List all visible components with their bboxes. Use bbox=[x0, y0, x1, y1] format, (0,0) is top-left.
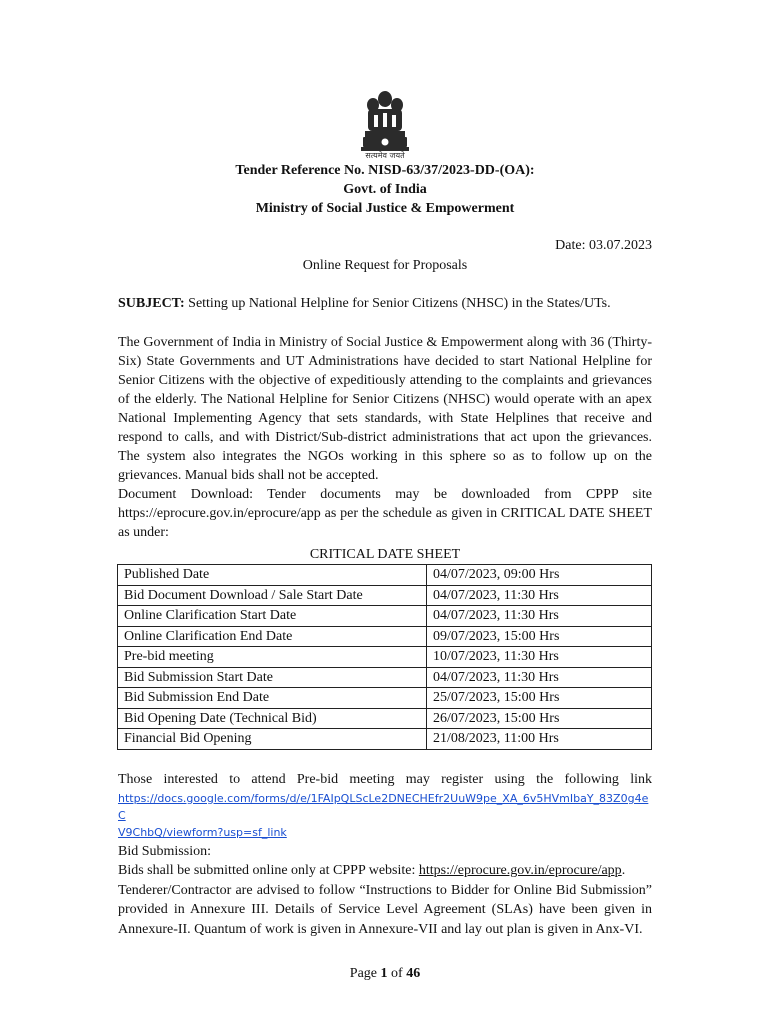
event-cell: Financial Bid Opening bbox=[118, 729, 427, 750]
date-cell: 09/07/2023, 15:00 Hrs bbox=[427, 626, 652, 647]
date-cell: 04/07/2023, 11:30 Hrs bbox=[427, 667, 652, 688]
table-row bbox=[118, 565, 652, 586]
event-cell: Bid Opening Date (Technical Bid) bbox=[118, 708, 427, 729]
date-cell: 25/07/2023, 15:00 Hrs bbox=[427, 688, 652, 709]
cppp-link[interactable]: https://eprocure.gov.in/eprocure/app bbox=[418, 863, 622, 878]
page-word: Page bbox=[349, 966, 381, 981]
event-cell: Pre-bid meeting bbox=[118, 647, 427, 668]
critical-date-table bbox=[117, 564, 652, 750]
prebid-text: Those interested to attend Pre-bid meeting may register using the following link bbox=[118, 772, 652, 787]
page-number: 1 bbox=[380, 966, 388, 981]
event-cell: Bid Submission End Date bbox=[118, 688, 427, 709]
document-title: Online Request for Proposals bbox=[302, 258, 468, 273]
govt-line: Govt. of India bbox=[343, 182, 427, 197]
tender-reference: Tender Reference No. NISD-63/37/2023-DD-(OA): bbox=[235, 163, 535, 178]
bid-submission-text bbox=[118, 861, 652, 939]
date-cell: 04/07/2023, 11:30 Hrs bbox=[427, 585, 652, 606]
event-cell: Bid Document Download / Sale Start Date bbox=[118, 585, 427, 606]
subject-text: Setting up National Helpline for Senior Citizens (NHSC) in the States/UTs. bbox=[184, 296, 611, 311]
table-row bbox=[118, 729, 652, 750]
bid-submission-line-1 bbox=[118, 861, 652, 881]
event-cell: Online Clarification End Date bbox=[118, 626, 427, 647]
date-cell: 21/08/2023, 11:00 Hrs bbox=[427, 729, 652, 750]
table-row bbox=[118, 585, 652, 606]
date-cell: 26/07/2023, 15:00 Hrs bbox=[427, 708, 652, 729]
subject-label: SUBJECT: bbox=[118, 296, 185, 311]
table-row bbox=[118, 688, 652, 709]
of-word: of bbox=[387, 966, 407, 981]
date-cell: 04/07/2023, 09:00 Hrs bbox=[427, 565, 652, 586]
prebid-registration-link[interactable] bbox=[118, 790, 652, 841]
bid-submission-line-2: Tenderer/Contractor are advised to follow “Instructions to Bidder for Online Bid Submission” provided in Annexure III. Details of Service Level Agreement (SLAs) have been given in Annexure-II. Quantum of work is given in Annexure-VII and lay out plan is given in Anx-VI. bbox=[118, 882, 652, 937]
intro-paragraph: The Government of India in Ministry of Social Justice & Empowerment along with 36 (Thirty-Six) State Governments and UT Administrations have decided to start National Helpline for Senior Citizens with the objective of expeditiously attending to the complaints and grievances of the elderly. The National Helpline for Senior Citizens (NHSC) would operate with an apex National Implementing Agency that sets standards, with State Helplines that receive and respond to calls, and with District/Sub-district administrations that act upon the grievances. The system also integrates the NGOs working in this sphere so as to follow up on the grievances. Manual bids shall not be accepted. bbox=[118, 335, 652, 483]
date-cell: 04/07/2023, 11:30 Hrs bbox=[427, 606, 652, 627]
date-cell: 10/07/2023, 11:30 Hrs bbox=[427, 647, 652, 668]
prebid-link-line-2[interactable]: V9ChbQ/viewform?usp=sf_link bbox=[118, 826, 287, 839]
subject-line bbox=[118, 294, 652, 314]
ministry-line: Ministry of Social Justice & Empowerment bbox=[255, 201, 515, 216]
event-cell: Online Clarification Start Date bbox=[118, 606, 427, 627]
critical-date-sheet-title: CRITICAL DATE SHEET bbox=[309, 547, 461, 562]
document-date: Date: 03.07.2023 bbox=[555, 238, 652, 253]
table-row bbox=[118, 647, 652, 668]
body-paragraph bbox=[118, 333, 652, 542]
page-footer bbox=[118, 964, 652, 984]
emblem-motto: सत्यमेव जयते bbox=[365, 151, 405, 160]
table-row bbox=[118, 626, 652, 647]
download-paragraph: Document Download: Tender documents may be downloaded from CPPP site https://eprocure.gov.in/eprocure/app as per the schedule as given in CRITICAL DATE SHEET as under: bbox=[118, 487, 652, 540]
prebid-link-line-1[interactable]: https://docs.google.com/forms/d/e/1FAIpQLScLe2DNECHEfr2UuW9pe_XA_6v5HVmIbaY_83Z0g4eC bbox=[118, 792, 649, 822]
table-row bbox=[118, 708, 652, 729]
table-row bbox=[118, 667, 652, 688]
event-cell: Bid Submission Start Date bbox=[118, 667, 427, 688]
table-row bbox=[118, 606, 652, 627]
total-pages: 46 bbox=[406, 966, 421, 981]
event-cell: Published Date bbox=[118, 565, 427, 586]
bid-line-suffix: . bbox=[621, 863, 626, 878]
bid-submission-heading: Bid Submission: bbox=[118, 844, 211, 859]
bid-line-prefix: Bids shall be submitted online only at CPPP website: bbox=[118, 863, 419, 878]
